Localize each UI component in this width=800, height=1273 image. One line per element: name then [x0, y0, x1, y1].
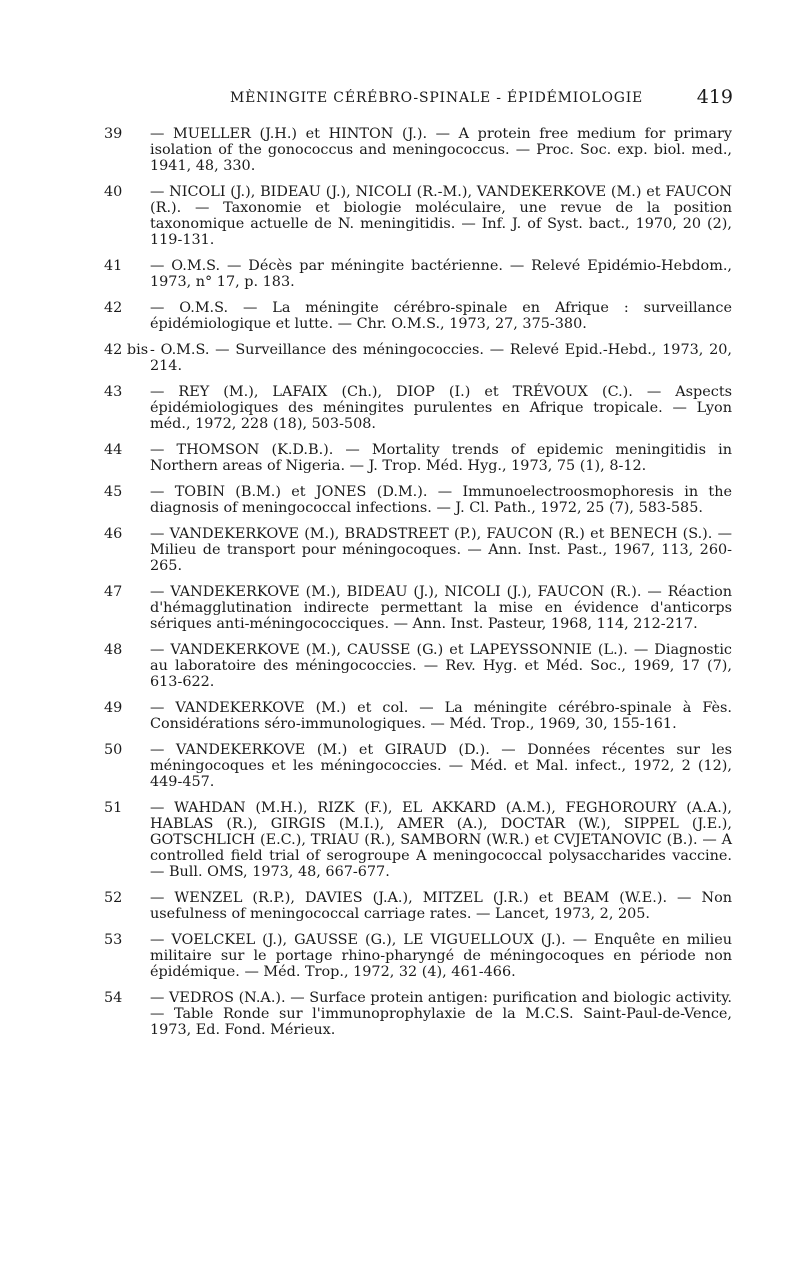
- reference-number: 39: [104, 126, 123, 142]
- reference-number: 51: [104, 800, 123, 816]
- reference-text: — VOELCKEL (J.), GAUSSE (G.), LE VIGUELLOUX (J.). — Enquête en milieu militaire sur le portage rhino-pharyngé de méningocoques en période non épidémique. — Méd. Trop., 1972, 32 (4), 461-466.: [150, 932, 732, 980]
- reference-text: — O.M.S. — Décès par méningite bactérienne. — Relevé Epidémio-Hebdom., 1973, n° 17, p. 183.: [150, 258, 732, 290]
- page-number: 419: [696, 86, 733, 108]
- reference-item: [104, 642, 732, 690]
- reference-text: — TOBIN (B.M.) et JONES (D.M.). — Immunoelectroosmophoresis in the diagnosis of meningococcal infections. — J. Cl. Path., 1972, 25 (7), 583-585.: [150, 484, 732, 516]
- reference-number: 46: [104, 526, 123, 542]
- reference-text: — VANDEKERKOVE (M.), BIDEAU (J.), NICOLI (J.), FAUCON (R.). — Réaction d'hémagglutination indirecte permettant la mise en évidence d'anticorps sériques anti-méningococciques. — Ann. Inst. Pasteur, 1968, 114, 212-217.: [150, 584, 732, 632]
- reference-item: [104, 800, 732, 880]
- reference-number: 47: [104, 584, 123, 600]
- reference-text: — REY (M.), LAFAIX (Ch.), DIOP (I.) et TRÉVOUX (C.). — Aspects épidémiologiques des méningites purulentes en Afrique tropicale. — Lyon méd., 1972, 228 (18), 503-508.: [150, 384, 732, 432]
- reference-text: — VANDEKERKOVE (M.), BRADSTREET (P.), FAUCON (R.) et BENECH (S.). — Milieu de transport pour méningocoques. — Ann. Inst. Past., 1967, 113, 260-265.: [150, 526, 732, 574]
- reference-item: [104, 384, 732, 432]
- reference-number: 52: [104, 890, 123, 906]
- reference-number: 50: [104, 742, 123, 758]
- reference-text: — VEDROS (N.A.). — Surface protein antigen: purification and biologic activity. — Table Ronde sur l'immunoprophylaxie de la M.C.S. Saint-Paul-de-Vence, 1973, Ed. Fond. Mérieux.: [150, 990, 732, 1038]
- reference-text: — WAHDAN (M.H.), RIZK (F.), EL AKKARD (A.M.), FEGHOROURY (A.A.), HABLAS (R.), GIRGIS (M.I.), AMER (A.), DOCTAR (W.), SIPPEL (J.E.), GOTSCHLICH (E.C.), TRIAU (R.), SAMBORN (W.R.) et CVJETANOVIC (B.). — A controlled field trial of serogroupe A meningococcal polysaccharides vaccine. — Bull. OMS, 1973, 48, 667-677.: [150, 800, 732, 880]
- reference-text: — WENZEL (R.P.), DAVIES (J.A.), MITZEL (J.R.) et BEAM (W.E.). — Non usefulness of meningococcal carriage rates. — Lancet, 1973, 2, 205.: [150, 890, 732, 922]
- reference-number: 48: [104, 642, 123, 658]
- reference-number: 43: [104, 384, 123, 400]
- reference-text: - O.M.S. — Surveillance des méningococcies. — Relevé Epid.-Hebd., 1973, 20, 214.: [150, 342, 732, 374]
- reference-item: [104, 700, 732, 732]
- reference-text: — O.M.S. — La méningite cérébro-spinale en Afrique : surveillance épidémiologique et lutte. — Chr. O.M.S., 1973, 27, 375-380.: [150, 300, 732, 332]
- reference-item: [104, 890, 732, 922]
- reference-item: [104, 990, 732, 1038]
- reference-item: [104, 300, 732, 332]
- reference-text: — VANDEKERKOVE (M.) et col. — La méningite cérébro-spinale à Fès. Considérations séro-immunologiques. — Méd. Trop., 1969, 30, 155-161.: [150, 700, 732, 732]
- reference-text: — MUELLER (J.H.) et HINTON (J.). — A protein free medium for primary isolation of the gonococcus and meningococcus. — Proc. Soc. exp. biol. med., 1941, 48, 330.: [150, 126, 732, 174]
- reference-text: — THOMSON (K.D.B.). — Mortality trends of epidemic meningitidis in Northern areas of Nigeria. — J. Trop. Méd. Hyg., 1973, 75 (1), 8-12.: [150, 442, 732, 474]
- reference-text: — VANDEKERKOVE (M.) et GIRAUD (D.). — Données récentes sur les méningocoques et les méningococcies. — Méd. et Mal. infect., 1972, 2 (12), 449-457.: [150, 742, 732, 790]
- reference-item: [104, 932, 732, 980]
- reference-item: [104, 584, 732, 632]
- reference-item: [104, 526, 732, 574]
- reference-number: 45: [104, 484, 123, 500]
- reference-number: 54: [104, 990, 123, 1006]
- reference-number: 49: [104, 700, 123, 716]
- reference-item: [104, 442, 732, 474]
- reference-number: 42: [104, 300, 123, 316]
- reference-text: — VANDEKERKOVE (M.), CAUSSE (G.) et LAPEYSSONNIE (L.). — Diagnostic au laboratoire des méningococcies. — Rev. Hyg. et Méd. Soc., 1969, 17 (7), 613-622.: [150, 642, 732, 690]
- reference-number: 53: [104, 932, 123, 948]
- reference-text: — NICOLI (J.), BIDEAU (J.), NICOLI (R.-M.), VANDEKERKOVE (M.) et FAUCON (R.). — Taxonomie et biologie moléculaire, une revue de la position taxonomique actuelle de N. meningitidis. — Inf. J. of Syst. bact., 1970, 20 (2), 119-131.: [150, 184, 732, 248]
- reference-item: [104, 184, 732, 248]
- reference-number: 44: [104, 442, 123, 458]
- reference-list: [104, 126, 732, 1048]
- reference-number: 42 bis: [104, 342, 149, 358]
- reference-item: [104, 742, 732, 790]
- reference-item: [104, 342, 732, 374]
- reference-item: [104, 126, 732, 174]
- reference-item: [104, 258, 732, 290]
- reference-number: 40: [104, 184, 123, 200]
- reference-number: 41: [104, 258, 123, 274]
- reference-item: [104, 484, 732, 516]
- running-title: MÈNINGITE CÉRÉBRO-SPINALE - ÉPIDÉMIOLOGIE: [230, 90, 644, 106]
- page-header: [150, 86, 735, 112]
